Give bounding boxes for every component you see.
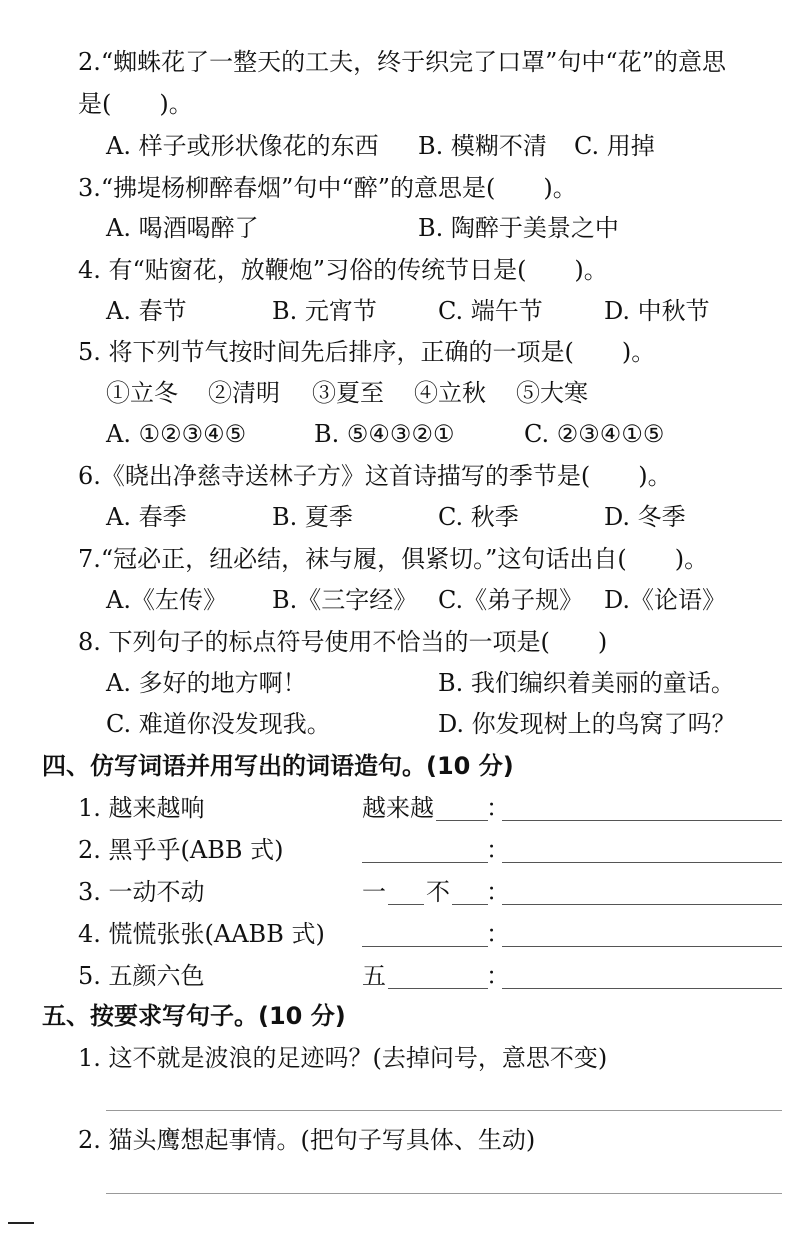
s5-q2-answer-line[interactable] [106,1193,782,1194]
q4-option-c: C. 端午节 [438,297,543,325]
q2-option-a: A. 样子或形状像花的东西 [106,132,379,160]
q7-option-d: D.《论语》 [604,586,727,614]
q5-item-4: ④立秋 [414,379,486,407]
q5-item-3: ③夏至 [312,379,384,407]
s4-item2-label: 2. 黑乎乎(ABB 式) [78,836,284,864]
q4-option-d: D. 中秋节 [604,297,710,325]
q4-option-b: B. 元宵节 [272,297,377,325]
q5-item-1: ①立冬 [106,379,178,407]
s5-q1-stem: 1. 这不就是波浪的足迹吗？(去掉问号，意思不变) [78,1044,608,1072]
section5-title: 五、按要求写句子。(10 分) [42,1002,346,1030]
q4-option-a: A. 春节 [106,297,187,325]
q5-item-2: ②清明 [208,379,280,407]
q5-option-b: B. ⑤④③②① [314,420,455,448]
q7-option-c: C.《弟子规》 [438,586,584,614]
q5-stem: 5. 将下列节气按时间先后排序，正确的一项是( )。 [78,338,656,366]
s4-item3-prefix: 一 [362,878,386,906]
s4-item3-label: 3. 一动不动 [78,878,205,906]
s4-item5-word-blank[interactable] [388,988,488,989]
s4-item3-mid: 不 [426,878,450,906]
q7-option-a: A.《左传》 [106,586,227,614]
section4-title: 四、仿写词语并用写出的词语造句。(10 分) [42,752,514,780]
s4-item5-prefix: 五 [362,962,386,990]
page-corner-mark [8,1222,34,1224]
q7-option-b: B.《三字经》 [272,586,418,614]
q5-option-a: A. ①②③④⑤ [106,420,247,448]
q8-option-b: B. 我们编织着美丽的童话。 [438,669,735,697]
q6-option-b: B. 夏季 [272,503,353,531]
s4-item3-blank-a[interactable] [388,904,424,905]
q3-option-a: A. 喝酒喝醉了 [106,214,259,242]
q8-stem: 8. 下列句子的标点符号使用不恰当的一项是( ) [78,628,608,656]
s4-item3-blank-b[interactable] [452,904,488,905]
q2-stem-line2: 是( )。 [78,90,193,118]
q3-stem: 3.“拂堤杨柳醉春烟”句中“醉”的意思是( )。 [78,174,577,202]
s4-item1-label: 1. 越来越响 [78,794,205,822]
s5-q2-stem: 2. 猫头鹰想起事情。(把句子写具体、生动) [78,1126,536,1154]
q5-option-c: C. ②③④①⑤ [524,420,665,448]
s4-item2-word-blank[interactable] [362,862,488,863]
s4-item2-sentence-blank[interactable] [502,862,782,863]
s4-item1-sentence-blank[interactable] [502,820,782,821]
s4-item5-sentence-blank[interactable] [502,988,782,989]
q2-stem-line1: 2.“蜘蛛花了一整天的工夫，终于织完了口罩”句中“花”的意思 [78,48,726,76]
s4-item4-sentence-blank[interactable] [502,946,782,947]
q3-option-b: B. 陶醉于美景之中 [418,214,619,242]
q6-option-d: D. 冬季 [604,503,686,531]
q8-option-a: A. 多好的地方啊！ [106,669,307,697]
q8-option-c: C. 难道你没发现我。 [106,710,331,738]
s4-item5-label: 5. 五颜六色 [78,962,205,990]
s4-item3-sentence-blank[interactable] [502,904,782,905]
q8-option-d: D. 你发现树上的鸟窝了吗？ [438,710,736,738]
s4-item4-label: 4. 慌慌张张(AABB 式) [78,920,325,948]
q2-option-c: C. 用掉 [574,132,655,160]
q7-stem: 7.“冠必正，纽必结，袜与履，俱紧切。”这句话出自( )。 [78,545,709,573]
q5-item-5: ⑤大寒 [516,379,588,407]
q6-stem: 6.《晓出净慈寺送林子方》这首诗描写的季节是( )。 [78,462,672,490]
q2-option-b: B. 模糊不清 [418,132,547,160]
s4-item1-colon: ： [486,794,510,822]
q6-option-c: C. 秋季 [438,503,519,531]
s4-item1-word-blank[interactable] [436,820,488,821]
s4-item5-colon: ： [486,962,510,990]
s4-item4-colon: ： [486,920,510,948]
s4-item1-prefix: 越来越 [362,794,434,822]
q6-option-a: A. 春季 [106,503,187,531]
s4-item2-colon: ： [486,836,510,864]
s4-item3-colon: ： [486,878,510,906]
s5-q1-answer-line[interactable] [106,1110,782,1111]
q4-stem: 4. 有“贴窗花，放鞭炮”习俗的传统节日是( )。 [78,256,608,284]
s4-item4-word-blank[interactable] [362,946,488,947]
